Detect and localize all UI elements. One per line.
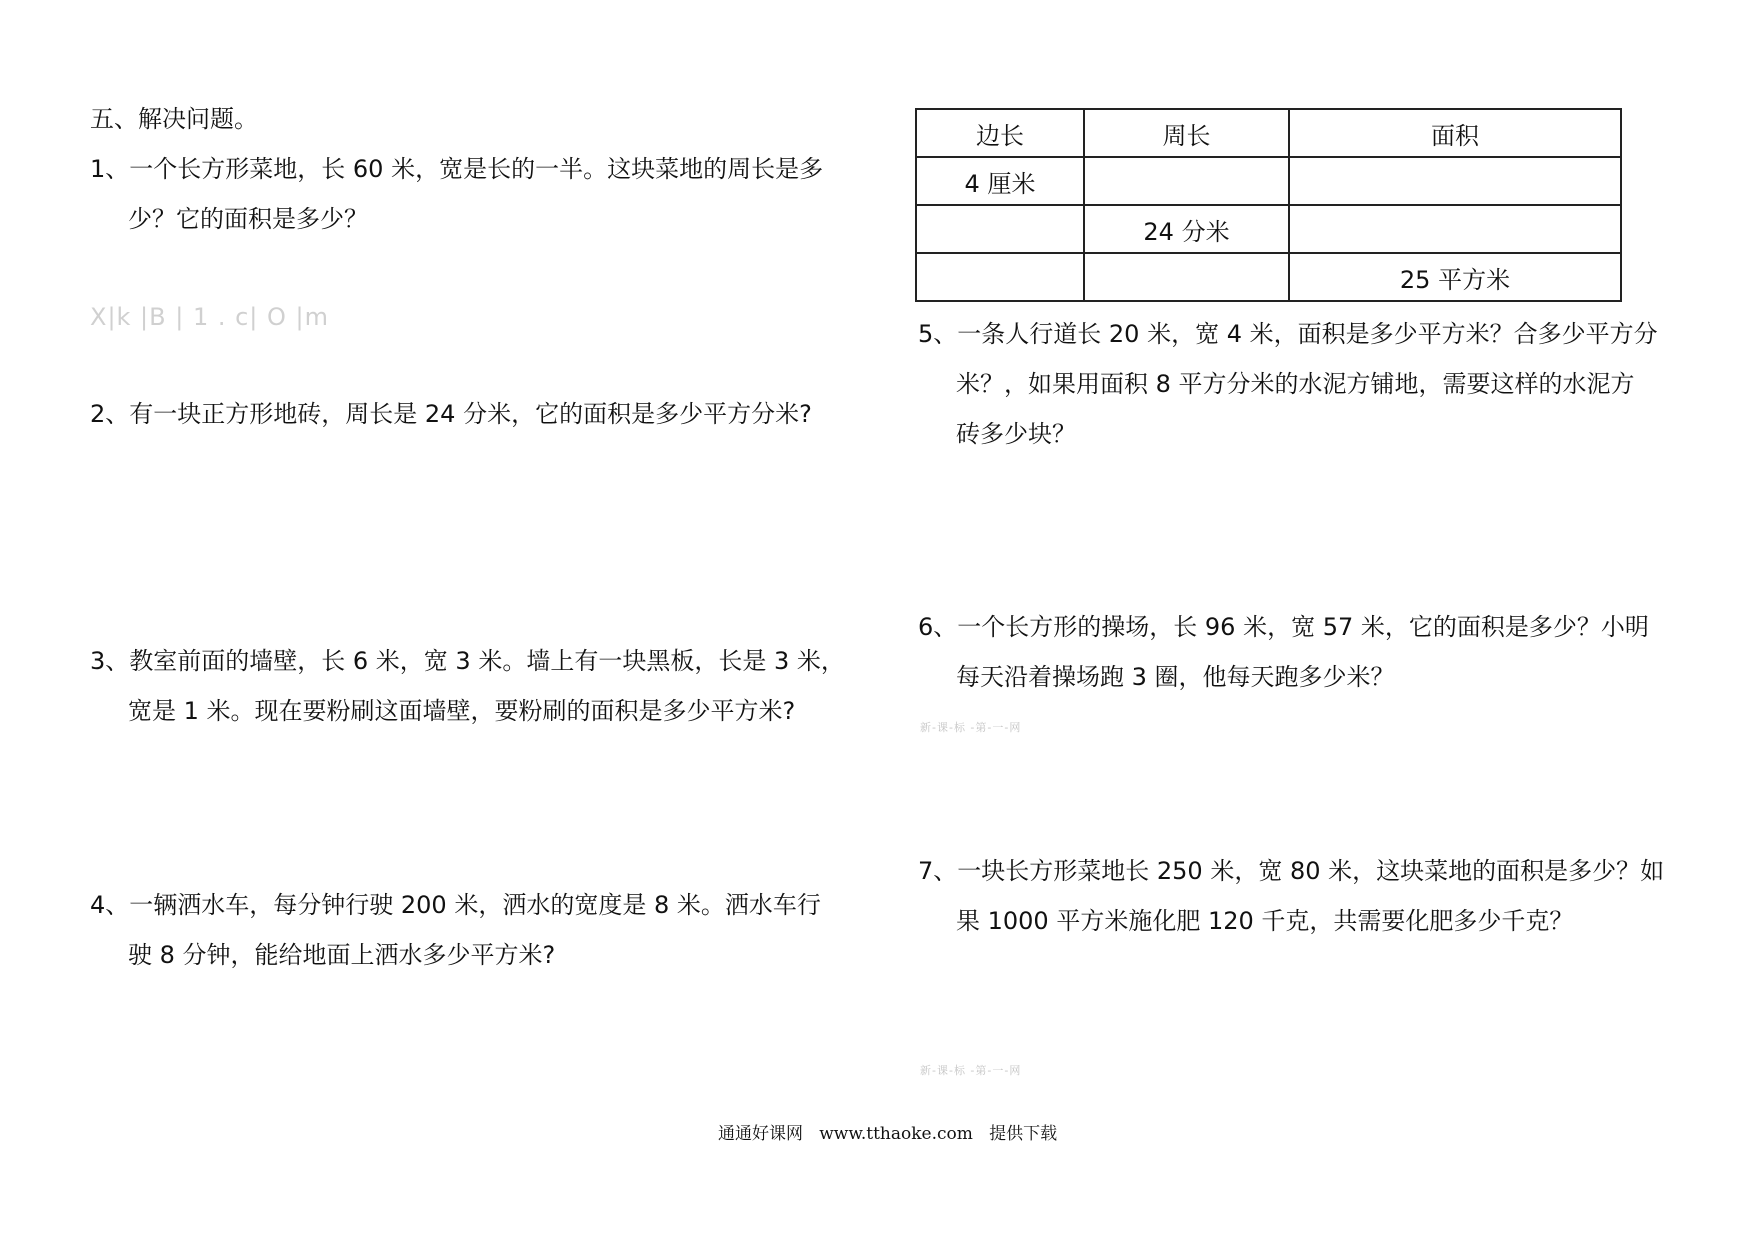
watermark-text: X|k |B | 1 . c| O |m bbox=[90, 303, 329, 331]
table-cell bbox=[1289, 205, 1621, 253]
table-cell bbox=[1084, 253, 1289, 301]
table-cell: 25 平方米 bbox=[1289, 253, 1621, 301]
question-3 bbox=[90, 636, 845, 736]
question-1 bbox=[90, 144, 823, 244]
table-row bbox=[916, 157, 1621, 205]
table-cell bbox=[916, 205, 1084, 253]
question-5-line-1: 5、一条人行道长 20 米，宽 4 米，面积是多少平方米？合多少平方分 bbox=[918, 320, 1658, 348]
question-2-line-1: 2、有一块正方形地砖，周长是 24 分米，它的面积是多少平方分米? bbox=[90, 400, 812, 428]
table-cell bbox=[1084, 157, 1289, 205]
question-2 bbox=[90, 389, 812, 439]
question-4-line-2: 驶 8 分钟，能给地面上洒水多少平方米? bbox=[128, 941, 556, 969]
footer-tail: 提供下载 bbox=[989, 1124, 1058, 1144]
table-cell: 4 厘米 bbox=[916, 157, 1084, 205]
section-title: 五、解决问题。 bbox=[90, 105, 258, 133]
table-row bbox=[916, 205, 1621, 253]
watermark-small-1: 新-课-标 -第-一-网 bbox=[920, 721, 1022, 734]
table-header-row bbox=[916, 109, 1621, 157]
table-header-cell: 周长 bbox=[1084, 109, 1289, 157]
question-7-line-2: 果 1000 平方米施化肥 120 千克，共需要化肥多少千克？ bbox=[956, 907, 1574, 935]
question-3-line-1: 3、教室前面的墙壁，长 6 米，宽 3 米。墙上有一块黑板，长是 3 米， bbox=[90, 647, 845, 675]
watermark-small-2: 新-课-标 -第-一-网 bbox=[920, 1064, 1022, 1077]
question-7-line-1: 7、一块长方形菜地长 250 米，宽 80 米，这块菜地的面积是多少？如 bbox=[918, 857, 1665, 885]
question-3-line-2: 宽是 1 米。现在要粉刷这面墙壁，要粉刷的面积是多少平方米? bbox=[128, 697, 796, 725]
table-cell bbox=[916, 253, 1084, 301]
question-6 bbox=[918, 602, 1649, 702]
question-1-line-1: 1、一个长方形菜地，长 60 米，宽是长的一半。这块菜地的周长是多 bbox=[90, 155, 824, 183]
table-row bbox=[916, 253, 1621, 301]
question-5-line-2: 米？，如果用面积 8 平方分米的水泥方铺地，需要这样的水泥方 bbox=[956, 370, 1635, 398]
question-7 bbox=[918, 846, 1664, 946]
table-header-cell: 边长 bbox=[916, 109, 1084, 157]
table-cell: 24 分米 bbox=[1084, 205, 1289, 253]
footer-site: 通通好课网 bbox=[718, 1124, 803, 1144]
side-perimeter-area-table bbox=[915, 108, 1622, 302]
table-cell bbox=[1289, 157, 1621, 205]
question-1-line-2: 少？它的面积是多少？ bbox=[128, 205, 368, 233]
table-header-cell: 面积 bbox=[1289, 109, 1621, 157]
footer-url[interactable]: www.tthaoke.com bbox=[819, 1124, 973, 1144]
question-5-line-3: 砖多少块？ bbox=[956, 420, 1076, 448]
question-5 bbox=[918, 309, 1658, 459]
question-6-line-1: 6、一个长方形的操场，长 96 米，宽 57 米，它的面积是多少？小明 bbox=[918, 613, 1649, 641]
question-6-line-2: 每天沿着操场跑 3 圈，他每天跑多少米？ bbox=[956, 663, 1395, 691]
footer bbox=[718, 1119, 1057, 1144]
question-4 bbox=[90, 880, 821, 980]
question-4-line-1: 4、一辆洒水车，每分钟行驶 200 米，洒水的宽度是 8 米。洒水车行 bbox=[90, 891, 821, 919]
